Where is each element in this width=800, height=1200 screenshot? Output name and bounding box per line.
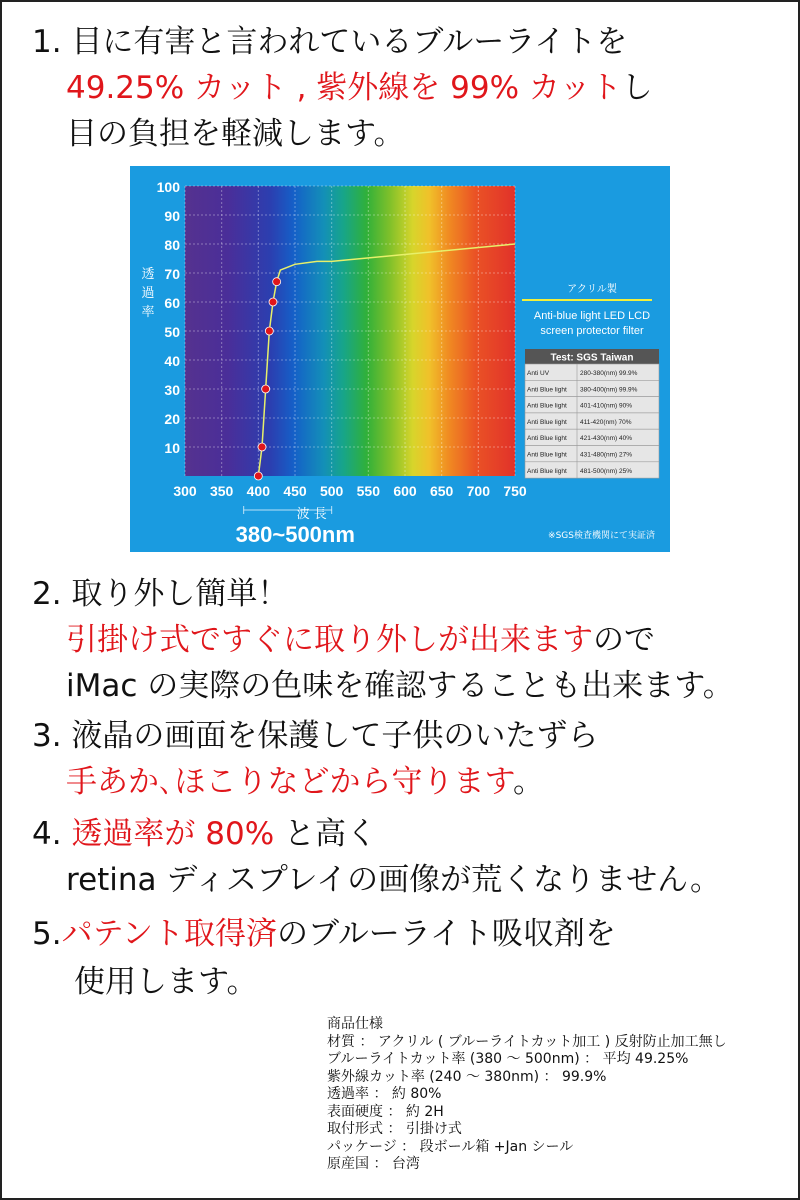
legend-table-title: Test: SGS Taiwan — [550, 352, 634, 364]
legend-table-name: Anti Blue light — [527, 386, 567, 394]
spec-line: パッケージ ： 段ボール箱 +Jan シール — [327, 1138, 574, 1155]
y-axis-label: 透 — [141, 267, 155, 282]
legend-table-name: Anti Blue light — [527, 451, 567, 459]
chart-footnote: ※SGS検査機関にて実証済 — [548, 531, 655, 541]
x-tick-label: 350 — [209, 483, 234, 499]
legend-material: アクリル製 — [567, 284, 617, 295]
section1-line1: 1. 目に有害と言われているブルーライトを — [32, 24, 628, 60]
section4-number: 4. — [32, 816, 72, 852]
legend-table-name: Anti Blue light — [527, 418, 567, 426]
section3-highlight: 手あか､ほこりなどから守ります — [66, 764, 514, 800]
spec-line: 表面硬度 ： 約 2H — [327, 1103, 444, 1120]
spec-line: 紫外線カット率 (240 ～ 380nm) ： 99.9% — [327, 1068, 607, 1085]
section3-line2 — [66, 762, 544, 802]
y-tick-label: 90 — [164, 208, 180, 224]
x-axis-label: 波 長 — [296, 507, 327, 522]
x-tick-label: 400 — [246, 483, 271, 499]
x-tick-label: 550 — [356, 483, 381, 499]
spec-line: 透過率 ： 約 80% — [327, 1086, 442, 1102]
x-tick-label: 750 — [503, 483, 527, 499]
spec-line: ブルーライトカット率 (380 ～ 500nm) ： 平均 49.25% — [327, 1051, 689, 1067]
section4-highlight: 透過率が 80% — [71, 816, 275, 852]
y-axis-label: 過 — [141, 286, 155, 301]
y-tick-label: 100 — [156, 179, 180, 195]
section2-highlight: 引掛け式ですぐに取り外しが出来ます — [66, 622, 593, 658]
y-tick-label: 80 — [164, 237, 180, 253]
x-tick-label: 500 — [319, 483, 344, 499]
chart-svg — [130, 166, 670, 552]
y-tick-label: 40 — [164, 353, 180, 369]
section5-highlight: パテント取得済 — [61, 916, 278, 952]
section4-line1-tail: と高く — [274, 816, 378, 852]
x-tick-label: 650 — [429, 483, 454, 499]
section2-line2-tail: ので — [593, 622, 655, 658]
data-point — [262, 385, 270, 393]
section1-line3: 目の負担を軽減します。 — [66, 116, 405, 152]
product-spec — [327, 1016, 727, 1174]
spec-line: 原産国 ： 台湾 — [327, 1156, 420, 1172]
section5-line1 — [32, 914, 616, 954]
section4-line1 — [32, 814, 377, 854]
section3-line2-tail: 。 — [513, 764, 545, 800]
y-tick-label: 70 — [164, 266, 180, 282]
data-point — [269, 298, 277, 306]
section5-number: 5. — [32, 916, 62, 952]
y-axis-label: 率 — [141, 305, 155, 320]
section1-line2-tail: し — [621, 70, 653, 106]
legend-table-value: 280-380(nm) 99.9% — [580, 370, 638, 377]
x-tick-label: 600 — [393, 483, 417, 499]
y-tick-label: 20 — [164, 411, 180, 427]
y-tick-label: 60 — [164, 295, 180, 311]
spec-title: 商品仕様 — [327, 1016, 383, 1032]
data-point — [265, 327, 273, 335]
legend-table-value: 411-420(nm) 70% — [580, 418, 632, 426]
x-tick-label: 450 — [283, 483, 307, 499]
section5-line2: 使用します。 — [74, 964, 258, 1000]
data-point — [273, 278, 281, 286]
spec-line: 材質 ： アクリル ( ブルーライトカット加工 ) 反射防止加工無し — [327, 1033, 727, 1050]
y-tick-label: 10 — [164, 440, 180, 456]
section3-line1: 3. 液晶の画面を保護して子供のいたずら — [32, 718, 599, 754]
data-point — [258, 443, 266, 451]
legend-product-line1: Anti-blue light LED LCD — [533, 310, 651, 322]
section2-line3: iMac の実際の色味を確認することも出来ます。 — [66, 668, 734, 704]
spec-line: 取付形式 ： 引掛け式 — [327, 1121, 462, 1137]
x-tick-label: 300 — [173, 483, 197, 499]
section1-highlight: 49.25% カット , 紫外線を 99% カット — [66, 70, 622, 106]
legend-table-value: 481-500(nm) 25% — [580, 467, 633, 475]
y-tick-label: 30 — [164, 382, 180, 398]
section1-line2 — [66, 68, 653, 108]
transmittance-chart — [130, 166, 670, 552]
legend-table-name: Anti UV — [527, 370, 550, 377]
y-tick-label: 50 — [164, 324, 180, 340]
legend-table-name: Anti Blue light — [527, 467, 567, 475]
section2-line2 — [66, 620, 655, 660]
section4-line2: retina ディスプレイの画像が荒くなりません。 — [66, 862, 721, 898]
legend-table-value: 421-430(nm) 40% — [580, 435, 633, 443]
legend-table-value: 431-480(nm) 27% — [580, 451, 633, 459]
legend-table-value: 380-400(nm) 99.9% — [580, 386, 638, 394]
data-point — [254, 472, 262, 480]
section5-line1-tail: のブルーライト吸収剤を — [277, 916, 616, 952]
legend-table-name: Anti Blue light — [527, 435, 567, 443]
legend-table-name: Anti Blue light — [527, 402, 567, 410]
x-tick-label: 700 — [466, 483, 491, 499]
section2-line1: 2. 取り外し簡単！ — [32, 576, 289, 612]
legend-table-value: 401-410(nm) 90% — [580, 402, 633, 410]
range-label: 380~500nm — [235, 522, 355, 547]
legend-product-line2: screen protector filter — [540, 325, 644, 337]
